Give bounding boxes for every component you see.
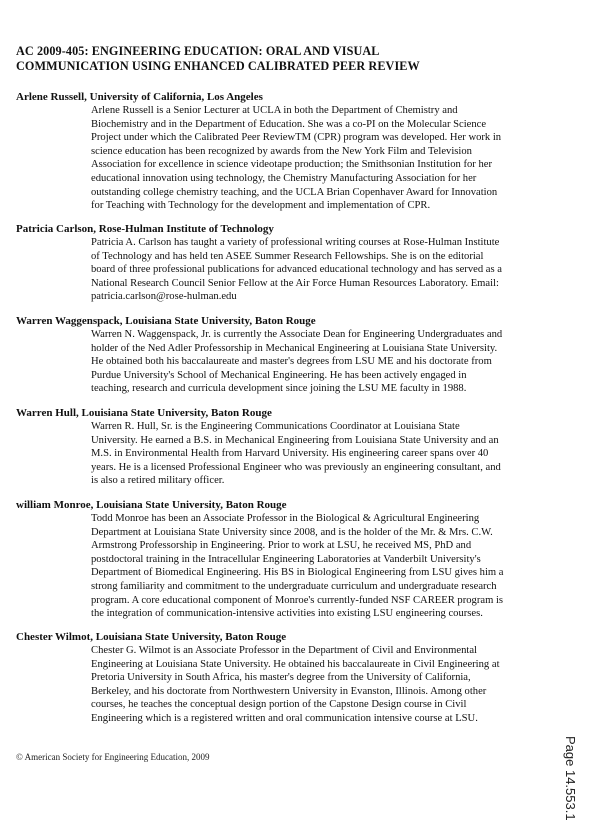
bio-line: Pretoria University in South Africa, his master's degree from the University of California, xyxy=(91,672,471,684)
bio-line: Purdue University's School of Mechanical Engineering. He has been actively engaged in xyxy=(91,369,467,381)
author-name: Warren Waggenspack, Louisiana State University, Baton Rouge xyxy=(16,315,316,327)
bio-line: courses, he teaches the conceptual design portion of the Capstone Design course in Civil xyxy=(91,699,467,711)
bio-line: teaching, research and curricula development since joining the LSU ME faculty in 1988. xyxy=(91,383,467,395)
bio-line: Warren R. Hull, Sr. is the Engineering Communications Coordinator at Louisiana State xyxy=(91,421,460,432)
author-bio xyxy=(91,236,576,304)
bio-line: Engineering at Louisiana State University. He obtained his baccalaureate in Civil Engineering at xyxy=(91,658,500,670)
bio-line: of Technology and has held ten ASEE Summer Research Fellowships. She is on the editorial xyxy=(91,250,484,262)
author-block xyxy=(16,498,576,621)
author-bio xyxy=(91,328,576,396)
bio-line: outstanding college chemistry teaching, and the UCLA Brian Copenhaver Award for Innovation xyxy=(91,186,498,198)
paper-title-line: AC 2009-405: ENGINEERING EDUCATION: ORAL AND VISUAL xyxy=(16,44,380,58)
author-bio xyxy=(91,420,576,488)
page-identifier: Page 14.553.1 xyxy=(563,736,578,821)
author-block xyxy=(16,406,576,488)
author-bio xyxy=(91,104,576,213)
bio-line: Association for excellence in science videotape production; the Smithsonian Institution for her xyxy=(91,159,492,171)
author-block xyxy=(16,90,576,213)
bio-line: is also a retired military officer. xyxy=(91,475,225,487)
bio-line: Department of Biomedical Engineering. His BS in Biological Engineering from LSU gives him a xyxy=(91,567,504,579)
bio-line: Biochemistry and in the Department of Education. She was a co-PI on the Molecular Science xyxy=(91,118,487,130)
author-bio xyxy=(91,512,576,621)
bio-line: Department at Louisiana State University since 2008, and is the holder of the Mr. & Mrs. C.W. xyxy=(91,526,493,538)
bio-line: Project under which the Calibrated Peer ReviewTM (CPR) program was developed. Her work in xyxy=(91,132,502,144)
author-name: Chester Wilmot, Louisiana State University, Baton Rouge xyxy=(16,631,287,643)
author-name: Warren Hull, Louisiana State University, Baton Rouge xyxy=(16,407,272,419)
paper-title xyxy=(16,44,536,74)
bio-line: for Teaching with Technology for the development and implementation of CPR. xyxy=(91,200,431,212)
author-block xyxy=(16,630,576,726)
bio-line: National Research Council Senior Fellow at the Air Force Human Resources Laboratory. Email: xyxy=(91,277,499,289)
author-name: Patricia Carlson, Rose-Hulman Institute of Technology xyxy=(16,223,274,235)
bio-line: M.S. in Environmental Health from Harvard University. His engineering career spans over 40 xyxy=(91,448,489,460)
author-block xyxy=(16,222,576,304)
bio-line: postdoctoral training in the Intracellular Engineering Laboratories at Vanderbilt University's xyxy=(91,553,481,565)
bio-line: Patricia A. Carlson has taught a variety of professional writing courses at Rose-Hulman Institute xyxy=(91,237,500,248)
bio-line: board of three professional publications for advanced educational technology and has served as a xyxy=(91,264,502,276)
bio-line: Chester G. Wilmot is an Associate Professor in the Department of Civil and Environmental xyxy=(91,645,477,656)
bio-line: Warren N. Waggenspack, Jr. is currently the Associate Dean for Engineering Undergraduates and xyxy=(91,329,503,340)
bio-line: He obtained both his baccalaureate and master's degrees from LSU ME and his doctorate from xyxy=(91,356,492,368)
bio-line: educational innovation using technology, the Chemistry Manufacturing Association for her xyxy=(91,172,477,184)
author-bio xyxy=(91,644,576,726)
copyright-footer: © American Society for Engineering Education, 2009 xyxy=(16,752,210,762)
bio-line: Berkeley, and his doctorate from Northwestern University in Evanston, Illinois. Among other xyxy=(91,685,487,697)
bio-line: years. He is a licensed Professional Engineer who was previously an engineering consultant, and xyxy=(91,461,501,473)
bio-line: strong familiarity and commitment to the undergraduate curriculum and undergraduate research xyxy=(91,580,497,592)
bio-line: program. A core educational component of Monroe's currently-funded NSF CAREER program is xyxy=(91,594,504,606)
author-name: william Monroe, Louisiana State University, Baton Rouge xyxy=(16,499,287,511)
bio-line: Arlene Russell is a Senior Lecturer at UCLA in both the Department of Chemistry and xyxy=(91,105,458,116)
bio-line: Armstrong Professorship in Engineering. Prior to work at LSU, he received MS, PhD and xyxy=(91,540,472,552)
bio-line: the integration of communication-intensive activities into existing LSU engineering courses. xyxy=(91,608,483,620)
bio-line: science education has been recognized by awards from the New York Film and Television xyxy=(91,145,472,157)
bio-line: Engineering which is a registered written and oral communication intensive course at LSU. xyxy=(91,712,478,724)
paper-title-line: COMMUNICATION USING ENHANCED CALIBRATED PEER REVIEW xyxy=(16,59,420,73)
bio-line: holder of the Ned Adler Professorship in Mechanical Engineering at Louisiana State University. xyxy=(91,342,498,354)
bio-line: Todd Monroe has been an Associate Professor in the Biological & Agricultural Engineering xyxy=(91,513,480,524)
author-block xyxy=(16,314,576,396)
bio-line: patricia.carlson@rose-hulman.edu xyxy=(91,291,237,303)
author-name: Arlene Russell, University of California, Los Angeles xyxy=(16,91,263,103)
bio-line: University. He earned a B.S. in Mechanical Engineering from Louisiana State University and an xyxy=(91,434,499,446)
